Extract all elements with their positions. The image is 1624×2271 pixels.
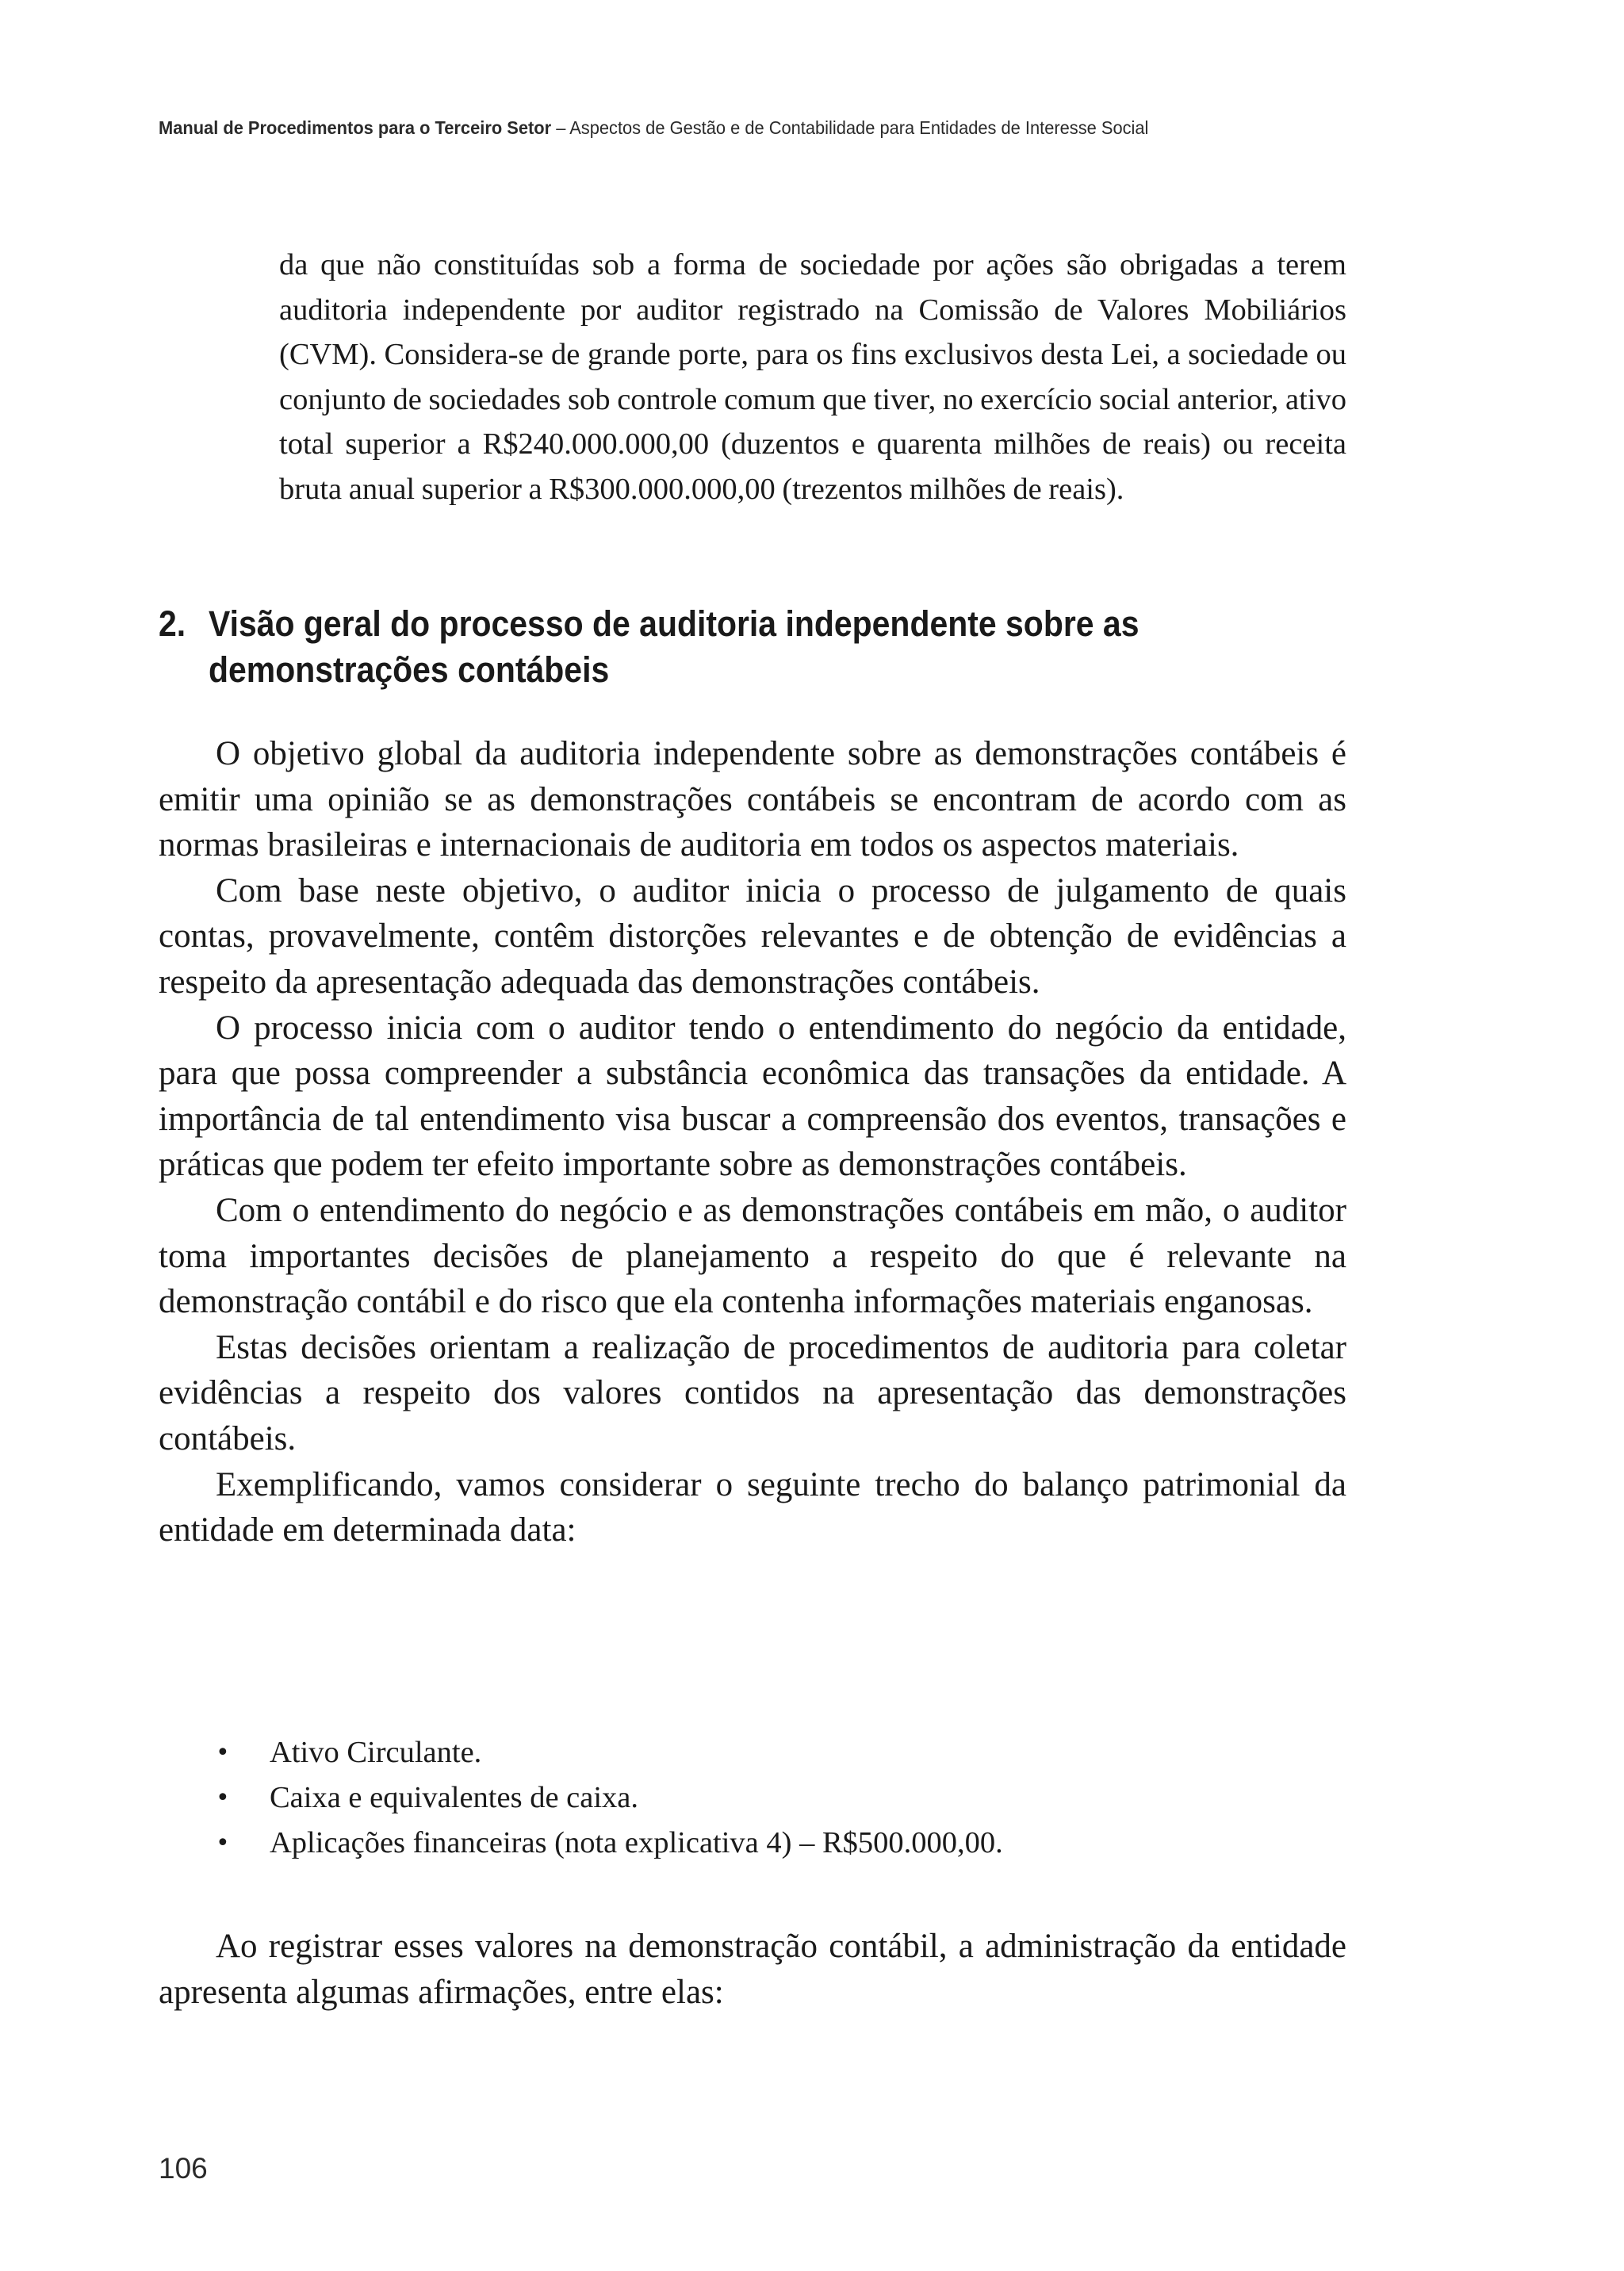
paragraph: Ao registrar esses valores na demonstração contábil, a administração da entidade apresenta algumas afirmações, entre elas: (159, 1928, 1346, 2011)
bullet-icon: • (216, 1784, 230, 1812)
paragraph: O objetivo global da auditoria independente sobre as demonstrações contábeis é emitir uma opinião se as demonstrações contábeis se encontram de acordo com as normas brasileiras e internacionais de auditoria em todos os aspectos materiais. (159, 735, 1346, 864)
section-number: 2. (159, 603, 186, 644)
page-number: 106 (159, 2152, 208, 2185)
list-item (216, 1775, 1326, 1821)
paragraph: Com base neste objetivo, o auditor inicia o processo de julgamento de quais contas, provavelmente, contêm distorções relevantes e de obtenção de evidências a respeito da apresentação adequada das demonstrações contábeis. (159, 871, 1346, 1001)
bullet-icon: • (216, 1829, 230, 1857)
paragraph: Estas decisões orientam a realização de procedimentos de auditoria para coletar evidências a respeito dos valores contidos na apresentação das demonstrações contábeis. (159, 1328, 1346, 1457)
list-item-text: Aplicações financeiras (nota explicativa 4) – R$500.000,00. (270, 1826, 1003, 1859)
list-item-text: Caixa e equivalentes de caixa. (270, 1781, 638, 1814)
body-text (159, 731, 1346, 1553)
running-header-title: Manual de Procedimentos para o Terceiro Setor (159, 117, 552, 138)
running-header-subtitle: – Aspectos de Gestão e de Contabilidade para Entidades de Interesse Social (551, 117, 1149, 138)
paragraph: Exemplificando, vamos considerar o seguinte trecho do balanço patrimonial da entidade em determinada data: (159, 1465, 1346, 1549)
closing-text (159, 1924, 1346, 2015)
quoted-legal-text: da que não constituídas sob a forma de sociedade por ações são obrigadas a terem auditoria independente por auditor registrado na Comissão de Valores Mobiliários (CVM). Considera-se de grande porte, para os fins exclusivos desta Lei, a sociedade ou conjunto de sociedades sob controle comum que tiver, no exercício social anterior, ativo total superior a R$240.000.000,00 (duzentos e quarenta milhões de reais) ou receita bruta anual superior a R$300.000.000,00 (trezentos milhões de reais). (279, 248, 1346, 506)
section-title (209, 601, 1350, 693)
section-title-line-2: demonstrações contábeis (209, 649, 610, 690)
paragraph: Com o entendimento do negócio e as demonstrações contábeis em mão, o auditor toma importantes decisões de planejamento a respeito do que é relevante na demonstração contábil e do risco que ela contenha informações materiais enganosas. (159, 1191, 1346, 1321)
paragraph: O processo inicia com o auditor tendo o entendimento do negócio da entidade, para que possa compreender a substância econômica das transações da entidade. A importância de tal entendimento visa buscar a compreensão dos eventos, transações e práticas que podem ter efeito importante sobre as demonstrações contábeis. (159, 1009, 1346, 1184)
bullet-icon: • (216, 1739, 230, 1767)
bullet-list (216, 1730, 1326, 1866)
list-item-text: Ativo Circulante. (270, 1736, 482, 1769)
list-item (216, 1730, 1326, 1775)
list-item (216, 1821, 1326, 1866)
section-title-line-1: Visão geral do processo de auditoria independente sobre as (209, 603, 1139, 644)
running-header (159, 117, 1374, 139)
